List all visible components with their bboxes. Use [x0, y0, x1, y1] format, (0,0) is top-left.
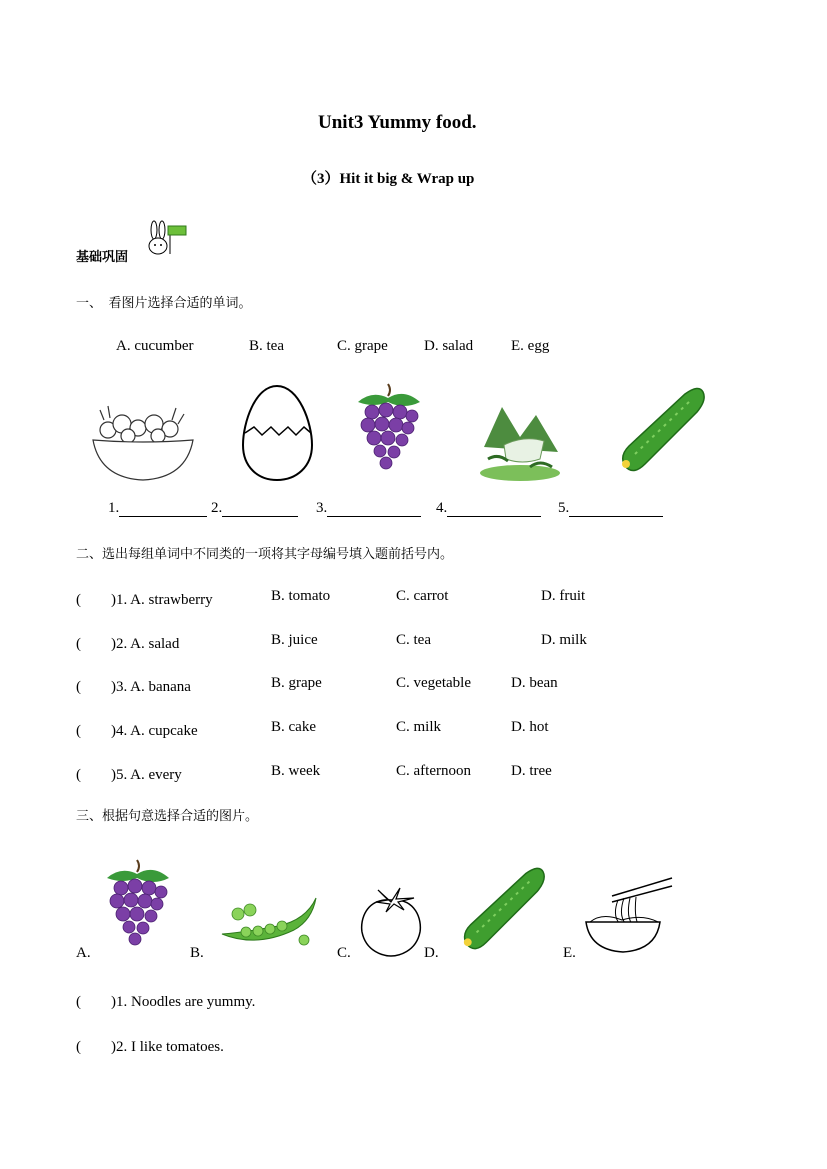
blank-5-label: 5.: [558, 500, 570, 516]
q3-1[interactable]: ( )1. Noodles are yummy.: [76, 994, 256, 1010]
cucumber-icon: [615, 384, 707, 476]
pic-label-b: B.: [190, 945, 204, 961]
q2-4-c: C. milk: [396, 719, 442, 735]
blank-4-label: 4.: [436, 500, 448, 516]
tomato-icon: [356, 886, 426, 958]
section1-heading: 一、 看图片选择合适的单词。: [76, 296, 252, 311]
blank-1[interactable]: [108, 500, 207, 517]
q2-4-a[interactable]: ( )4. A. cupcake: [76, 723, 198, 739]
salad-bowl-icon: [88, 400, 198, 485]
q2-2-a[interactable]: ( )2. A. salad: [76, 636, 180, 652]
noodles-icon: [582, 872, 674, 958]
q2-5-d: D. tree: [511, 763, 552, 779]
tea-icon: [474, 397, 566, 485]
blank-3-label: 3.: [316, 500, 328, 516]
page-title: Unit3 Yummy food.: [318, 112, 477, 133]
q2-3-a[interactable]: ( )3. A. banana: [76, 679, 191, 695]
section3-heading: 三、根据句意选择合适的图片。: [76, 809, 259, 824]
peas-icon: [216, 890, 322, 952]
q3-2[interactable]: ( )2. I like tomatoes.: [76, 1039, 224, 1055]
blank-1-label: 1.: [108, 500, 120, 516]
q2-1-c: C. carrot: [396, 588, 449, 604]
blank-2-label: 2.: [211, 500, 223, 516]
option-e: E. egg: [511, 338, 550, 354]
q2-3-b: B. grape: [271, 675, 322, 691]
pic-label-e: E.: [563, 945, 576, 961]
egg-icon: [240, 383, 315, 483]
blank-5[interactable]: [558, 500, 663, 517]
blank-4[interactable]: [436, 500, 541, 517]
option-b: B. tea: [249, 338, 284, 354]
option-d: D. salad: [424, 338, 474, 354]
grapes-icon: [101, 856, 173, 948]
blank-2[interactable]: [211, 500, 298, 517]
q2-2-b: B. juice: [271, 632, 318, 648]
q2-1-b: B. tomato: [271, 588, 331, 604]
q2-3-d: D. bean: [511, 675, 558, 691]
q2-1-d: D. fruit: [541, 588, 586, 604]
option-c: C. grape: [337, 338, 388, 354]
pic-label-d: D.: [424, 945, 439, 961]
q2-4-b: B. cake: [271, 719, 316, 735]
section-badge: 基础巩固: [76, 250, 129, 265]
rabbit-sign-icon: [140, 220, 190, 258]
cucumber-icon: [456, 864, 548, 954]
q2-2-d: D. milk: [541, 632, 587, 648]
pic-label-c: C.: [337, 945, 351, 961]
blank-3[interactable]: [316, 500, 421, 517]
section2-heading: 二、选出每组单词中不同类的一项将其字母编号填入题前括号内。: [76, 547, 454, 562]
q2-3-c: C. vegetable: [396, 675, 471, 691]
q2-5-a[interactable]: ( )5. A. every: [76, 767, 182, 783]
q2-1-a[interactable]: ( )1. A. strawberry: [76, 592, 213, 608]
grapes-icon: [352, 380, 424, 472]
option-a: A. cucumber: [116, 338, 194, 354]
q2-2-c: C. tea: [396, 632, 431, 648]
q2-5-c: C. afternoon: [396, 763, 471, 779]
pic-label-a: A.: [76, 945, 91, 961]
q2-5-b: B. week: [271, 763, 321, 779]
page-subtitle: （3）Hit it big & Wrap up: [302, 171, 475, 187]
q2-4-d: D. hot: [511, 719, 549, 735]
